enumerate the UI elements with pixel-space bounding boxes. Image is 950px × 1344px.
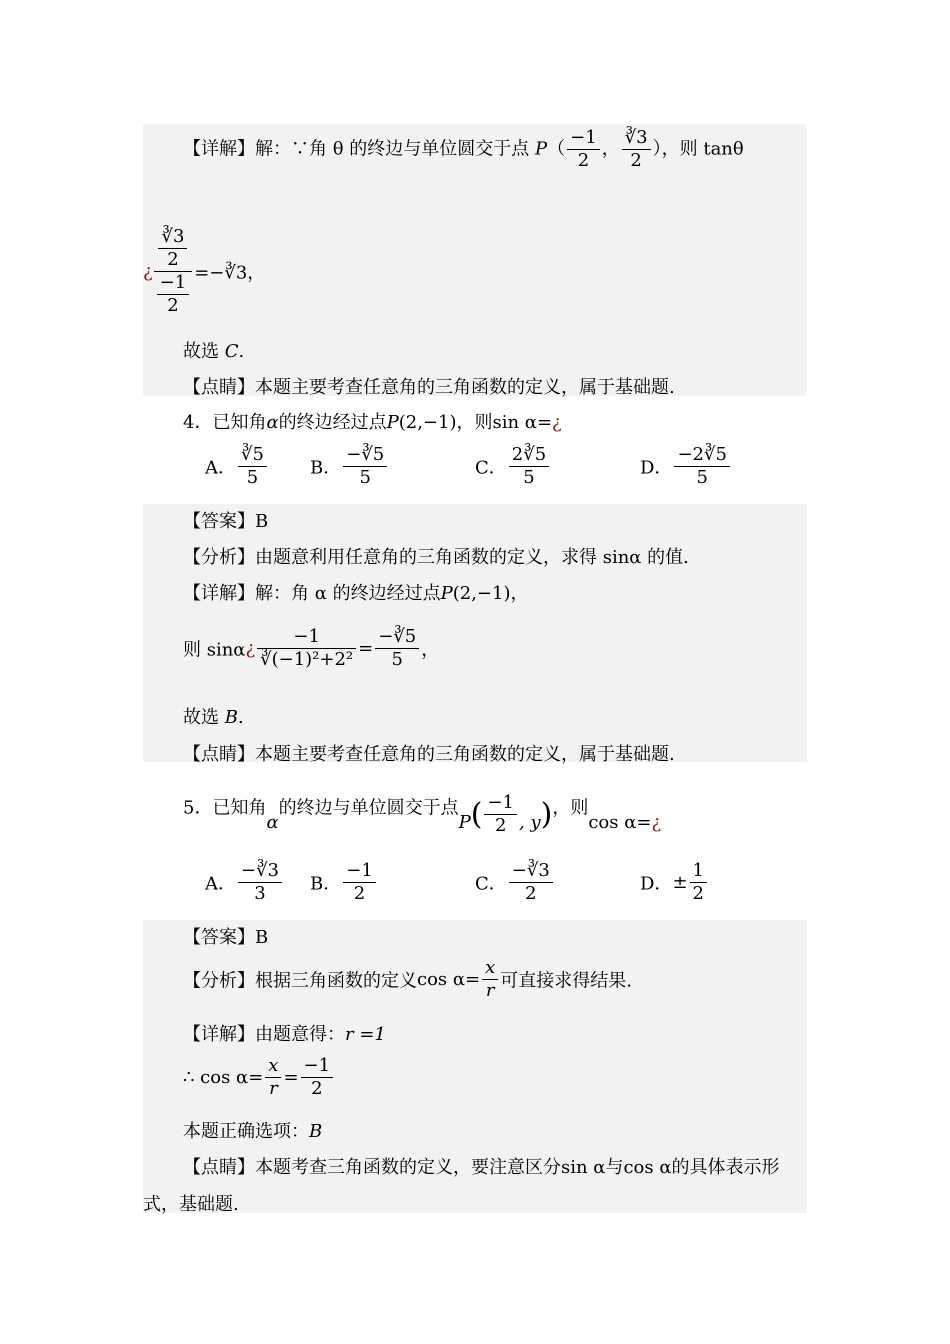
q5-comment: 【点睛】本题考查三角函数的定义，要注意区分sin α与cos α的具体表示形 xyxy=(183,1157,780,1178)
fraction: $\frac{-1}{\text{∛(−1)²+2²}}$ xyxy=(257,626,356,671)
q5-option-c[interactable]: C． $\frac{-∛3}{2}$ xyxy=(475,860,555,905)
q4-option-c[interactable]: C． $\frac{2∛5}{5}$ xyxy=(475,444,551,489)
q4-sin-expression: 则 sinα¿ $\frac{-1}{\text{∛(−1)²+2²}}$ = $\frac{-∛5}{5}$ ， xyxy=(183,626,440,670)
q3-detail-line: 【详解】解：∵角 θ 的终边与单位圆交于点 P（ $\frac{-1}{2}$ ， $\frac{∛3}{2}$ ），则 tanθ xyxy=(183,127,744,171)
fraction: $\frac{2∛5}{5}$ xyxy=(509,444,549,489)
compound-fraction xyxy=(154,226,193,317)
fraction: $\frac{x}{r}$ xyxy=(482,957,498,1002)
q3-tan-expression: ¿ $\frac{\frac{∛3}{2}}{\frac{-1}{2}}$ =−∛3， xyxy=(143,226,266,316)
fraction: $\frac{∛5}{5}$ xyxy=(238,444,267,489)
q5-option-b[interactable]: B． $\frac{-1}{2}$ xyxy=(310,860,378,905)
fraction: $\frac{-∛3}{2}$ xyxy=(509,860,553,905)
q4-choose: 故选 B. xyxy=(183,707,244,728)
fraction: $\frac{-∛5}{5}$ xyxy=(375,626,419,671)
q3-choose: 故选 C. xyxy=(183,341,245,362)
fraction: $\frac{-2∛5}{5}$ xyxy=(674,444,729,489)
q5-therefore: ∴ cos α= $\frac{x}{r}$ = $\frac{-1}{2}$ xyxy=(183,1055,335,1100)
fraction: $\frac{-1}{2}$ xyxy=(343,860,376,905)
q4-stem: 4．已知角α的终边经过点P(2,−1)，则sin α=¿ xyxy=(183,412,562,433)
q3-comment: 【点睛】本题主要考查任意角的三角函数的定义，属于基础题. xyxy=(183,377,675,398)
q4-answer: 【答案】B xyxy=(183,511,269,532)
q5-analysis: 【分析】根据三角函数的定义cos α= $\frac{x}{r}$ 可直接求得结果. xyxy=(183,957,633,1001)
q4-option-d[interactable]: D． $\frac{-2∛5}{5}$ xyxy=(640,444,732,489)
fraction: $\frac{-1}{2}$ xyxy=(157,272,190,317)
q5-option-a[interactable]: A． $\frac{-∛3}{3}$ xyxy=(205,860,284,905)
q4-comment: 【点睛】本题主要考查任意角的三角函数的定义，属于基础题. xyxy=(183,744,675,765)
fraction: $\frac{∛3}{2}$ xyxy=(622,127,651,172)
fraction: $\frac{x}{r}$ xyxy=(265,1055,281,1100)
q5-comment-line2: 式，基础题. xyxy=(143,1194,239,1215)
q5-correct: 本题正确选项：B xyxy=(183,1121,323,1142)
q5-answer: 【答案】B xyxy=(183,927,269,948)
fraction: $\frac{-1}{2}$ xyxy=(567,127,600,172)
q4-detail: 【详解】解：角 α 的终边经过点P(2,−1)， xyxy=(183,583,529,604)
fraction: $\frac{-∛3}{3}$ xyxy=(238,860,282,905)
q5-option-d[interactable]: D．± $\frac{1}{2}$ xyxy=(640,860,709,905)
q5-detail: 【详解】由题意得：r =1 xyxy=(183,1024,386,1045)
fraction: $\frac{-1}{2}$ xyxy=(484,792,517,837)
q5-stem: 5．已知角α的终边与单位圆交于点P( $\frac{-1}{2}$ , y)，则cos α=¿ xyxy=(183,792,662,836)
q4-analysis: 【分析】由题意利用任意角的三角函数的定义，求得 sinα 的值. xyxy=(183,547,689,568)
fraction: $\frac{-1}{2}$ xyxy=(301,1055,334,1100)
q4-option-b[interactable]: B． $\frac{-∛5}{5}$ xyxy=(310,444,389,489)
fraction: $\frac{∛3}{2}$ xyxy=(158,226,187,271)
fraction: $\frac{-∛5}{5}$ xyxy=(343,444,387,489)
q4-option-a[interactable]: A． $\frac{∛5}{5}$ xyxy=(205,444,269,489)
fraction: $\frac{1}{2}$ xyxy=(690,860,707,905)
